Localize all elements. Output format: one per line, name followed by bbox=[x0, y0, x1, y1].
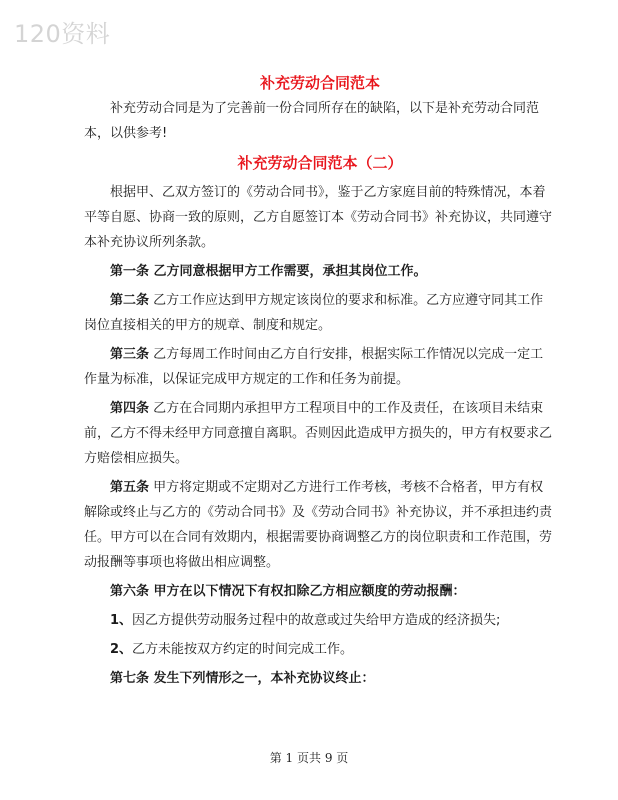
article-1 bbox=[84, 259, 556, 284]
article-4-text: 乙方在合同期内承担甲方工程项目中的工作及责任，在该项目未结束前，乙方不得未经甲方同意擅自离职。否则因此造成甲方损失的，甲方有权要求乙方赔偿相应损失。 bbox=[84, 401, 553, 466]
list-item-2 bbox=[84, 637, 556, 662]
list-item-2-number: 2、 bbox=[110, 642, 133, 657]
article-6 bbox=[84, 579, 556, 604]
article-5-label: 第五条 bbox=[110, 480, 150, 495]
preamble-paragraph: 根据甲、乙双方签订的《劳动合同书》，鉴于乙方家庭目前的特殊情况，本着平等自愿、协商一致的原则，乙方自愿签订本《劳动合同书》补充协议，共同遵守本补充协议所列条款。 bbox=[84, 185, 553, 250]
article-6-text: 甲方在以下情况下有权扣除乙方相应额度的劳动报酬： bbox=[153, 584, 466, 599]
article-2 bbox=[84, 288, 556, 338]
article-3-text: 乙方每周工作时间由乙方自行安排，根据实际工作情况以完成一定工作量为标准，以保证完成甲方规定的工作和任务为前提。 bbox=[84, 347, 544, 387]
article-7-text: 发生下列情形之一，本补充协议终止： bbox=[153, 671, 375, 686]
page-footer: 第 1 页共 9 页 bbox=[269, 751, 349, 765]
watermark-logo: 120资料 bbox=[14, 20, 111, 48]
list-item-1-number: 1、 bbox=[110, 613, 133, 628]
article-3 bbox=[84, 342, 556, 392]
article-7 bbox=[84, 666, 556, 691]
article-5 bbox=[84, 475, 556, 575]
list-item-1-text: 因乙方提供劳动服务过程中的故意或过失给甲方造成的经济损失; bbox=[132, 613, 501, 628]
article-3-label: 第三条 bbox=[110, 347, 150, 362]
article-4-label: 第四条 bbox=[110, 401, 150, 416]
article-2-text: 乙方工作应达到甲方规定该岗位的要求和标准。乙方应遵守同其工作岗位直接相关的甲方的规章、制度和规定。 bbox=[84, 293, 544, 333]
article-5-text: 甲方将定期或不定期对乙方进行工作考核，考核不合格者，甲方有权解除或终止与乙方的《劳动合同书》及《劳动合同书》补充协议，并不承担违约责任。甲方可以在合同有效期内，根据需要协商调整乙方的岗位职责和工作范围，劳动报酬等事项也将做出相应调整。 bbox=[84, 480, 553, 570]
document-title: 补充劳动合同范本 bbox=[259, 74, 380, 92]
intro-paragraph: 补充劳动合同是为了完善前一份合同所存在的缺陷，以下是补充劳动合同范本，以供参考! bbox=[84, 101, 540, 141]
article-1-text: 乙方同意根据甲方工作需要，承担其岗位工作。 bbox=[153, 264, 427, 279]
article-6-label: 第六条 bbox=[110, 584, 150, 599]
article-7-label: 第七条 bbox=[110, 671, 150, 686]
article-1-label: 第一条 bbox=[110, 264, 150, 279]
list-item-1 bbox=[84, 608, 556, 633]
article-4 bbox=[84, 396, 556, 471]
list-item-2-text: 乙方未能按双方约定的时间完成工作。 bbox=[132, 642, 354, 657]
document-subtitle: 补充劳动合同范本（二） bbox=[237, 154, 403, 172]
document-body bbox=[84, 70, 556, 695]
article-2-label: 第二条 bbox=[110, 293, 150, 308]
